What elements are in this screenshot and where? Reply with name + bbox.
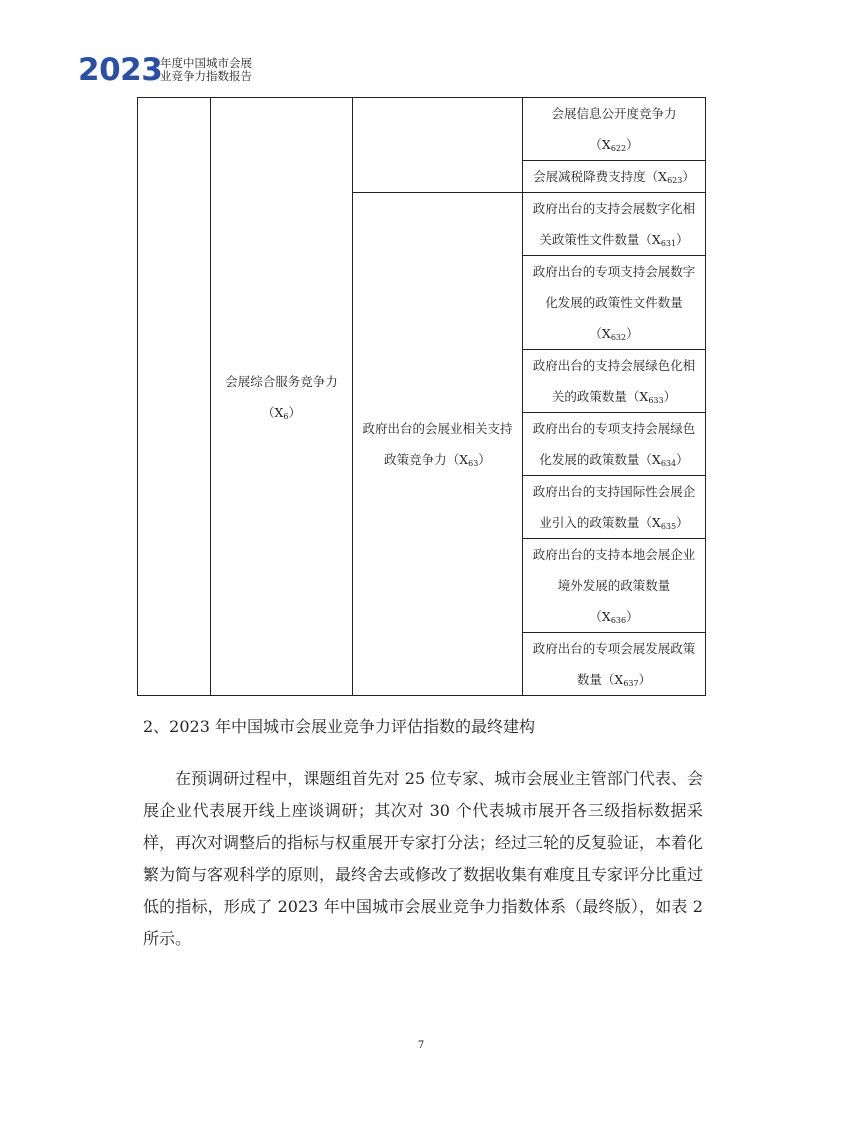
level4-name: 政府出台的支持国际性会展企业引入的政策数量 (532, 484, 696, 530)
level4-cell: 政府出台的支持会展绿色化相关的政策数量$(X_{633})$ (523, 350, 706, 413)
logo-title-line-1: 年度中国城市会展 (160, 56, 252, 70)
level3-name: 政府出台的会展业相关支持政策竞争力 (362, 421, 513, 467)
section-body: 在预调研过程中，课题组首先对 25 位专家、城市会展业主管部门代表、会展企业代表展开线上座谈调研；其次对 30 个代表城市展开各三级指标数据采样，再次对调整后的指标与权重展开专家打分法；经过三轮的反复验证，本着化繁为简与客观科学的原则，最终舍去或修改了数据收集有难度且专家评分比重过低的指标，形成了 2023 年中国城市会展业竞争力指数体系（最终版），如表 2 所示。 (143, 769, 704, 948)
indicator-table (137, 97, 706, 696)
level4-name: 政府出台的支持本地会展企业境外发展的政策数量 (532, 547, 696, 593)
page-number: 7 (417, 1040, 425, 1051)
level3-cell: 政府出台的会展业相关支持政策竞争力$(X_{63})$ (353, 193, 523, 696)
level4-cell: 政府出台的专项支持会展数字化发展的政策性文件数量 $(X_{632})$ (523, 256, 706, 350)
level4-cell: 政府出台的支持会展数字化相关政策性文件数量$(X_{631})$ (523, 193, 706, 256)
table-row (138, 98, 706, 161)
level4-name: 政府出台的专项支持会展绿色化发展的政策数量 (532, 421, 696, 467)
logo-title-line-2: 业竞争力指数报告 (160, 69, 252, 83)
level1-cell (138, 98, 211, 696)
level4-name: 政府出台的支持会展数字化相关政策性文件数量 (532, 201, 696, 247)
level3-cell-continued (353, 98, 523, 193)
level4-name: 政府出台的专项会展发展政策数量 (532, 641, 696, 687)
level4-name: 会展减税降费支持度 (533, 169, 646, 184)
level4-cell: 政府出台的支持本地会展企业境外发展的政策数量 $(X_{636})$ (523, 539, 706, 633)
logo-title (160, 57, 290, 83)
level4-cell: 政府出台的专项支持会展绿色化发展的政策数量$(X_{634})$ (523, 413, 706, 476)
level2-name: 会展综合服务竞争力 (225, 373, 338, 389)
level4-cell: 政府出台的支持国际性会展企业引入的政策数量$(X_{635})$ (523, 476, 706, 539)
level2-cell: 会展综合服务竞争力 $(X_6)$ (211, 98, 353, 696)
level4-cell: 政府出台的专项会展发展政策数量$(X_{637})$ (523, 633, 706, 696)
level4-cell: 会展信息公开度竞争力 $(X_{622})$ (523, 98, 706, 161)
level4-cell: 会展减税降费支持度$(X_{623})$ (523, 161, 706, 193)
level4-name: 政府出台的支持会展绿色化相关的政策数量 (532, 358, 696, 404)
logo-year: 2023 (78, 52, 163, 88)
level4-name: 政府出台的专项支持会展数字化发展的政策性文件数量 (532, 264, 696, 310)
level4-name: 会展信息公开度竞争力 (551, 106, 677, 121)
section-heading: 2、2023 年中国城市会展业竞争力评估指数的最终建构 (143, 717, 535, 736)
